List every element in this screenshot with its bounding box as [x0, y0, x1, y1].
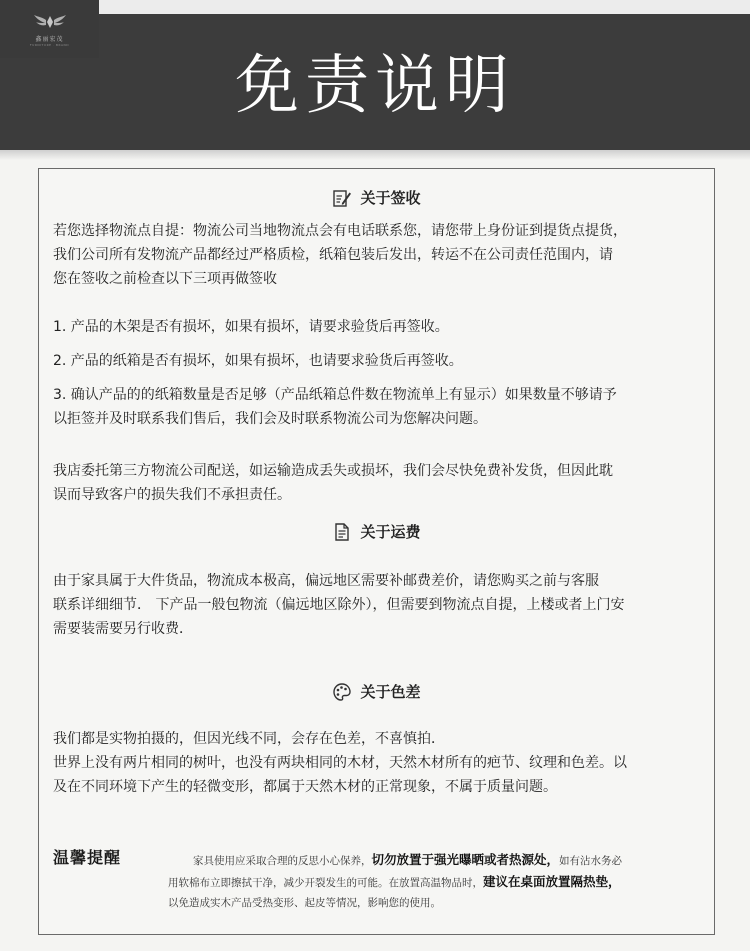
winged-logo-icon	[33, 12, 67, 32]
page-title: 免责说明	[235, 49, 515, 123]
text-line: 3. 确认产品的的纸箱数量是否足够（产品纸箱总件数在物流单上有显示）如果数量不够请予	[53, 387, 617, 403]
text-line: 误而导致客户的损失我们不承担责任。	[53, 487, 291, 503]
section-title: 关于签收	[360, 189, 421, 207]
disclaimer-panel	[38, 168, 715, 935]
text-line: 由于家具属于大件货品，物流成本极高，偏远地区需要补邮费差价，请您购买之前与客服	[53, 573, 599, 589]
receipt-liability-paragraph	[53, 459, 703, 507]
receipt-intro-paragraph	[53, 219, 703, 291]
tip-text: 以免造成实木产品受热变形、起皮等情况，影响您的使用。	[168, 897, 441, 909]
tip-text: 家具使用应采取合理的反思小心保养，	[193, 855, 372, 867]
tip-text: 用软棉布立即擦拭干净，减少开裂发生的可能。在放置高温物品时，	[168, 877, 483, 889]
section-heading-receipt	[39, 187, 714, 208]
text-line: 我店委托第三方物流公司配送，如运输造成丢失或损坏，我们会尽快免费补发货，但因此耽	[53, 463, 613, 479]
section-title: 关于色差	[360, 683, 421, 701]
section-title: 关于运费	[360, 523, 421, 541]
receipt-item-3	[53, 383, 703, 431]
text-line: 1. 产品的木架是否有损坏，如果有损坏，请要求验货后再签收。	[53, 319, 449, 335]
text-line: 我们公司所有发物流产品都经过严格质检，纸箱包装后发出，转运不在公司责任范围内，请	[53, 247, 613, 263]
text-line: 需要装需要另行收费．	[53, 621, 193, 637]
shipping-paragraph	[53, 569, 703, 641]
receipt-item-1	[53, 315, 703, 339]
top-strip	[0, 0, 750, 14]
text-line: 2. 产品的纸箱是否有损坏，如果有损坏，也请要求验货后再签收。	[53, 353, 463, 369]
section-heading-color-difference	[39, 681, 714, 702]
palette-icon	[332, 682, 352, 702]
text-line: 我们都是实物拍摄的，但因光线不同，会存在色差，不喜慎拍．	[53, 731, 445, 747]
header-banner	[0, 14, 750, 150]
brand-logo[interactable]	[0, 0, 99, 58]
tip-emphasis: 切勿放置于强光曝晒或者热源处，	[371, 852, 560, 867]
header-shadow	[0, 150, 750, 160]
receipt-item-2	[53, 349, 703, 373]
tip-line-2	[53, 871, 703, 894]
text-line: 联系详细细节． 下产品一般包物流（偏远地区除外），但需要到物流点自提，上楼或者上门安	[53, 597, 625, 613]
tip-title: 温馨提醒	[53, 848, 122, 867]
logo-brand-name: 鑫丽宏茂	[35, 35, 64, 43]
text-line: 世界上没有两片相同的树叶，也没有两块相同的木材，天然木材所有的疤节、纹理和色差。以	[53, 755, 627, 771]
text-line: 您在签收之前检查以下三项再做签收	[53, 271, 277, 287]
tip-line-1	[53, 849, 703, 872]
text-line: 以拒签并及时联系我们售后，我们会及时联系物流公司为您解决问题。	[53, 411, 487, 427]
text-line: 若您选择物流点自提：物流公司当地物流点会有电话联系您，请您带上身份证到提货点提货，	[53, 223, 627, 239]
color-difference-paragraph	[53, 727, 703, 799]
tip-line-3	[53, 893, 703, 914]
tip-text: 如有沾水务必	[559, 855, 623, 867]
text-line: 及在不同环境下产生的轻微变形，都属于天然木材的正常现象，不属于质量问题。	[53, 779, 557, 795]
tip-emphasis: 建议在桌面放置隔热垫，	[483, 874, 621, 889]
document-icon	[332, 522, 352, 542]
logo-tagline: FURNITURE · BRAND	[29, 42, 70, 47]
pen-edit-icon	[332, 188, 352, 208]
section-heading-shipping	[39, 521, 714, 542]
